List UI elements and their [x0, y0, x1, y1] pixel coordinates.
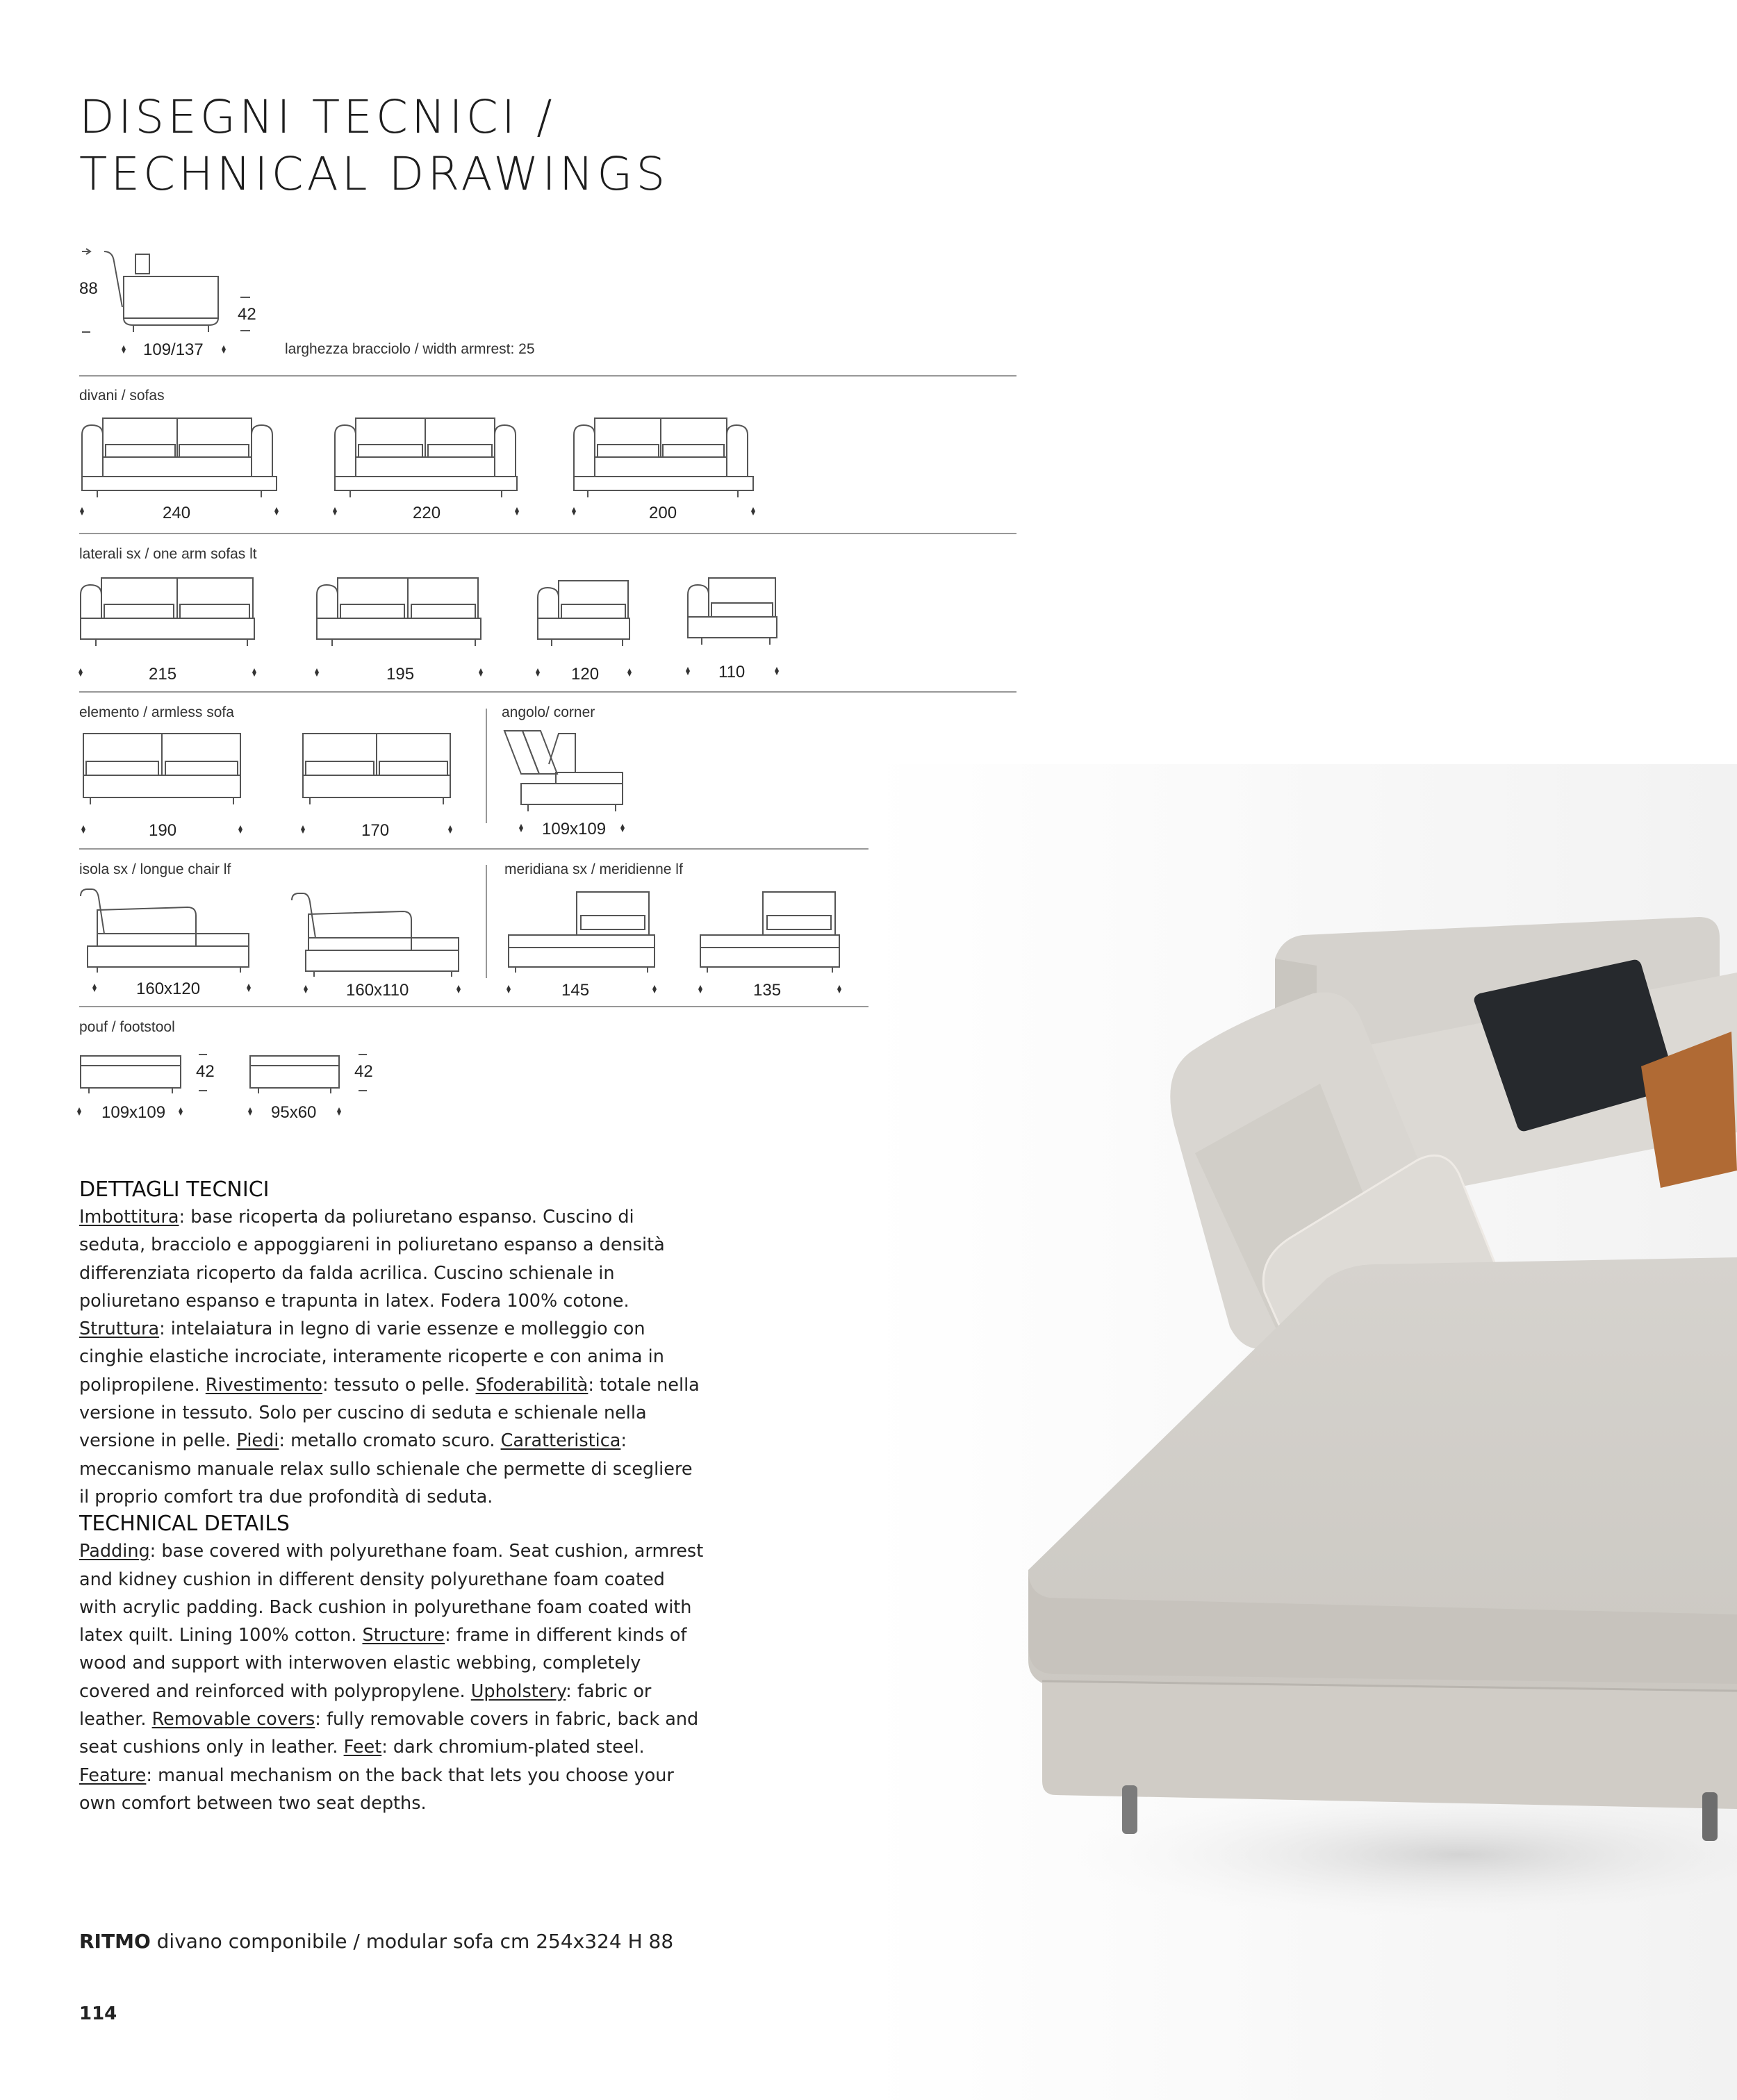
corner-size: 109x109 [542, 820, 607, 838]
term-feature: Feature [79, 1764, 147, 1786]
details-text-en [79, 1537, 705, 1817]
desc-piedi: : metallo cromato scuro. [279, 1430, 501, 1452]
desc-imbottitura: : base ricoperta da poliuretano espanso. Cuscino di seduta, bracciolo e appoggiareni in poliuretano espanso a densità differenziata ricoperto da falda acrilica. Cuscino schienale in poliuretano espanso e trapunta in latex. Fodera 100% cotone. [79, 1207, 665, 1312]
sofa-photo [868, 764, 1737, 2100]
page-number: 114 [79, 2003, 117, 2024]
meridienne-width-145: 145 [561, 981, 590, 1000]
sofa-base [1042, 1681, 1737, 1809]
pouf-109x109-drawing [81, 1055, 207, 1093]
one-arm-195-drawing [317, 578, 481, 646]
term-upholstery: Upholstery [470, 1680, 566, 1702]
one-arm-110-drawing [688, 578, 777, 645]
longue-160x120-drawing [81, 889, 249, 973]
armless-width-170: 170 [361, 821, 390, 840]
desc-feature: : manual mechanism on the back that lets you choose your own comfort between two seat depths. [79, 1764, 674, 1814]
desc-struttura: : intelaiatura in legno di varie essenze e molleggio con cinghie elastiche incrociate, interamente ricoperte e con anima in polipropilene. [79, 1318, 664, 1396]
term-struttura: Struttura [79, 1318, 160, 1340]
title-line-1: DISEGNI TECNICI / [79, 90, 556, 144]
pouf-height-1: 42 [196, 1062, 215, 1081]
meridienne-145-drawing [509, 892, 655, 973]
details-heading-it: DETTAGLI TECNICI [79, 1177, 270, 1202]
one-arm-width-215: 215 [149, 665, 177, 684]
armless-170-drawing [303, 734, 450, 804]
longue-160x110-drawing [292, 893, 459, 977]
section-label-one-arm: laterali sx / one arm sofas lt [79, 546, 257, 562]
desc-sfoderabilita: : totale nella versione in tessuto. Solo per cuscino di seduta e schienale nella versione in pelle. [79, 1374, 700, 1452]
term-caratteristica: Caratteristica [500, 1430, 621, 1452]
depth-dimension: 109/137 [143, 340, 204, 359]
product-caption [79, 1930, 673, 1953]
section-label-armless: elemento / armless sofa [79, 704, 234, 720]
term-sfoderabilita: Sfoderabilità [475, 1374, 588, 1396]
desc-padding: : base covered with polyurethane foam. Seat cushion, armrest and kidney cushion in different density polyurethane foam coated with acrylic padding. Back cushion in polyurethane foam coated with latex quilt. Lining 100% cotton. [79, 1541, 704, 1646]
section-label-pouf: pouf / footstool [79, 1019, 175, 1035]
armless-width-190: 190 [149, 821, 177, 840]
sofa-220-drawing [335, 418, 517, 497]
product-name: RITMO [79, 1930, 151, 1953]
armrest-note: larghezza bracciolo / width armrest: 25 [285, 341, 535, 357]
term-padding: Padding [79, 1541, 150, 1562]
one-arm-width-110: 110 [718, 663, 746, 681]
details-text-it [79, 1203, 705, 1511]
term-feet: Feet [343, 1737, 382, 1758]
one-arm-120-drawing [538, 581, 629, 646]
desc-feet: : dark chromium-plated steel. [381, 1737, 645, 1758]
term-piedi: Piedi [236, 1430, 279, 1452]
corner-drawing [504, 731, 623, 811]
meridienne-width-135: 135 [753, 981, 782, 1000]
pouf-size-109x109: 109x109 [101, 1103, 166, 1122]
technical-details [79, 1177, 705, 1817]
section-label-meridienne: meridiana sx / meridienne lf [504, 861, 683, 877]
section-label-corner: angolo/ corner [502, 704, 595, 720]
one-arm-width-195: 195 [386, 665, 415, 684]
meridienne-135-drawing [700, 892, 839, 973]
term-removable-covers: Removable covers [151, 1709, 315, 1730]
product-description: divano componibile / modular sofa cm 254x324 H 88 [156, 1930, 674, 1953]
desc-structure: : frame in different kinds of wood and support with interwoven elastic webbing, completely covered and reinforced with polypropylene. [79, 1625, 687, 1702]
pouf-height-2: 42 [354, 1062, 373, 1081]
title-line-2: TECHNICAL DRAWINGS [79, 147, 669, 201]
desc-removable-covers: : fully removable covers in fabric, back and seat cushions only in leather. [79, 1709, 699, 1758]
details-heading-en: TECHNICAL DETAILS [79, 1512, 290, 1537]
pouf-size-95x60: 95x60 [271, 1103, 317, 1122]
section-label-sofas: divani / sofas [79, 388, 165, 404]
longue-size-160x120: 160x120 [136, 979, 201, 998]
desc-rivestimento: : tessuto o pelle. [322, 1374, 476, 1396]
seat-height-dimension: 42 [238, 305, 256, 324]
desc-caratteristica: : meccanismo manuale relax sullo schienale che permette di scegliere il proprio comfort tra due profondità di seduta. [79, 1430, 693, 1507]
term-imbottitura: Imbottitura [79, 1207, 179, 1227]
one-arm-width-120: 120 [571, 665, 600, 684]
section-label-longue: isola sx / longue chair lf [79, 861, 231, 877]
term-structure: Structure [362, 1625, 445, 1646]
pouf-95x60-drawing [250, 1055, 367, 1093]
one-arm-215-drawing [81, 578, 254, 646]
sofa-240-drawing [82, 418, 277, 497]
sofa-width-240: 240 [163, 504, 191, 522]
sofa-width-220: 220 [413, 504, 441, 522]
longue-size-160x110: 160x110 [346, 981, 409, 1000]
rear-leg [1702, 1792, 1718, 1841]
armless-190-drawing [83, 734, 240, 804]
height-dimension: 88 [79, 279, 98, 298]
sofa-width-200: 200 [649, 504, 677, 522]
term-rivestimento: Rivestimento [205, 1374, 323, 1396]
desc-upholstery: : fabric or leather. [79, 1680, 652, 1730]
sofa-200-drawing [574, 418, 753, 497]
side-profile-drawing [82, 249, 250, 349]
front-leg [1122, 1785, 1137, 1834]
